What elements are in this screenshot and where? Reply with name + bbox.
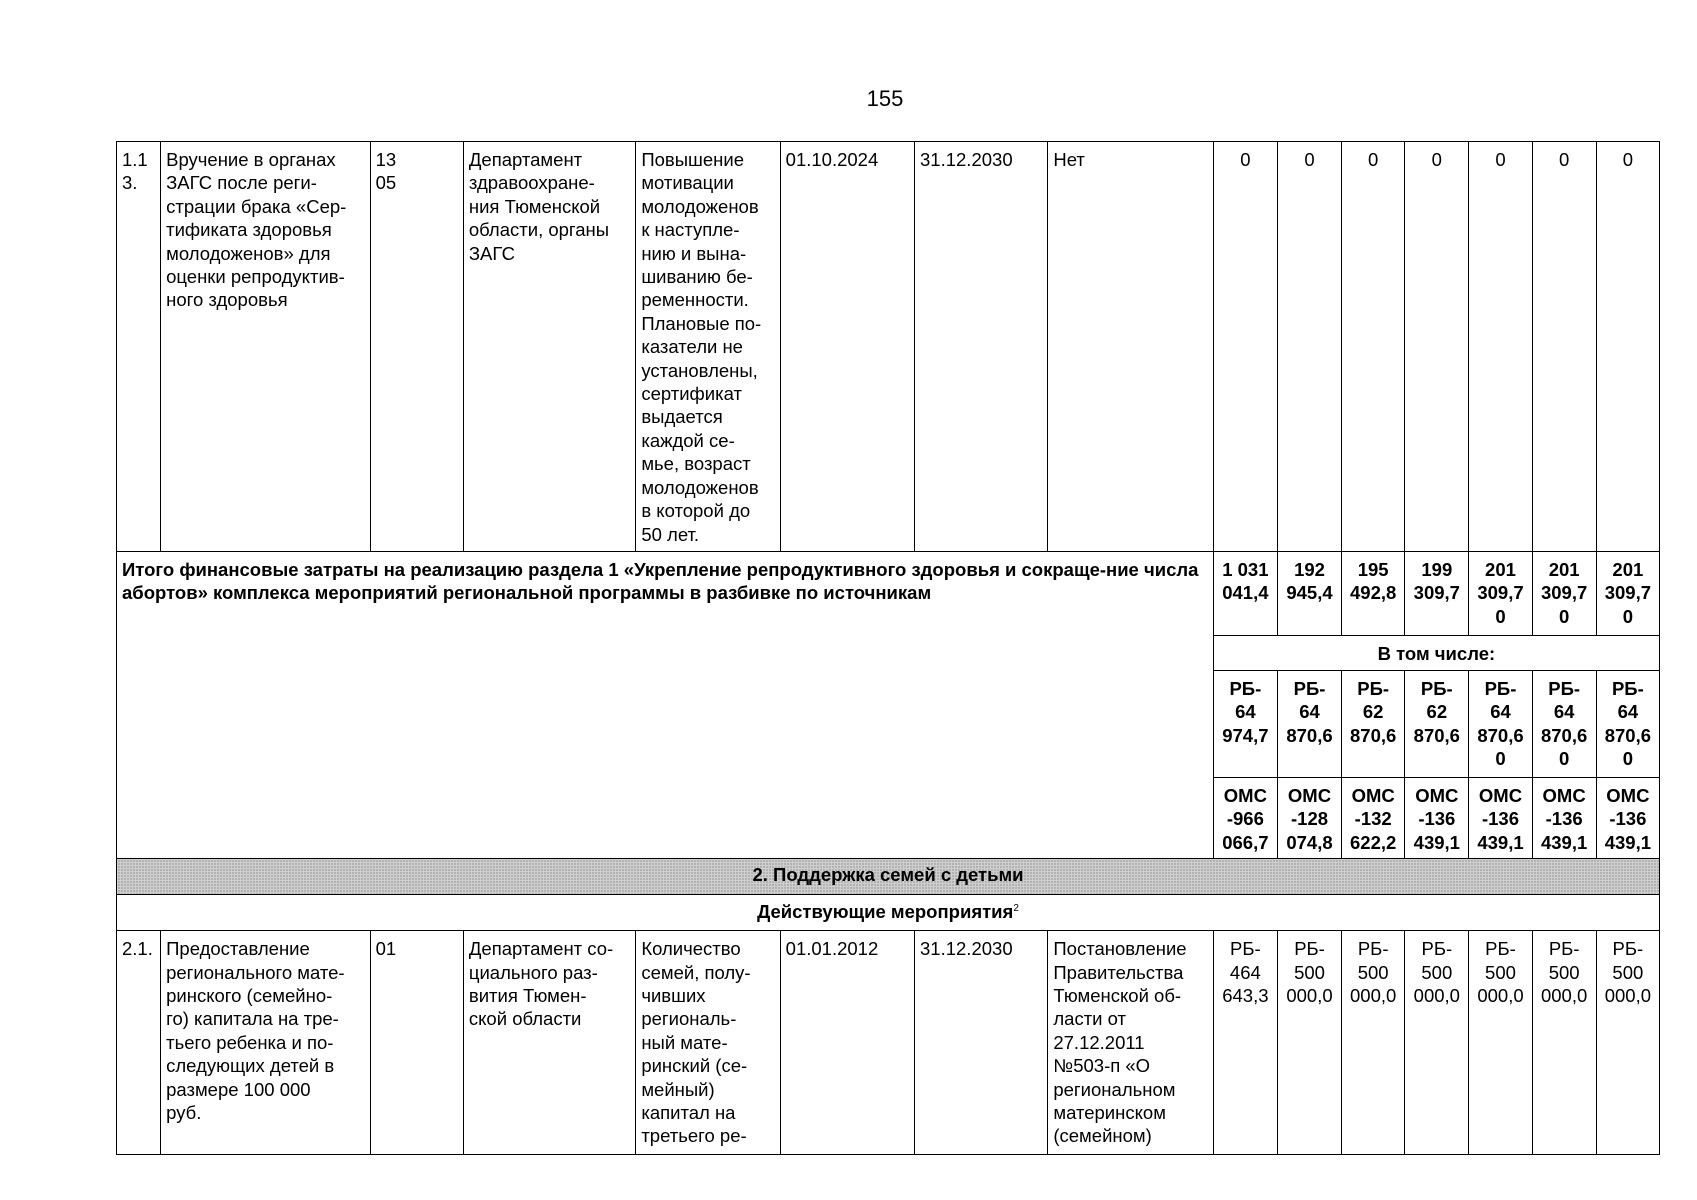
line: ЗАГС	[468, 242, 515, 264]
line: капитал на	[641, 1102, 736, 1124]
line: го) капитала на тре-	[166, 1008, 339, 1030]
value-cell	[1596, 931, 1659, 1155]
line: -136	[1545, 808, 1583, 830]
row-number-line-1: 1.1	[122, 149, 148, 170]
total-value-cell	[1596, 552, 1659, 636]
line: 64	[1617, 701, 1639, 723]
result-cell	[636, 142, 780, 552]
line: 066,7	[1222, 831, 1269, 853]
row-number-cell	[117, 142, 161, 552]
measure-name-cell	[161, 931, 371, 1155]
line: 945,4	[1286, 582, 1333, 604]
row-number-line-2: 3.	[122, 172, 138, 194]
rb-value-cell	[1405, 671, 1469, 778]
line: 62	[1362, 701, 1384, 723]
line: Департамент	[468, 149, 583, 170]
line: 500	[1357, 961, 1389, 983]
line: 870,6	[1286, 724, 1333, 746]
line: РБ-	[1548, 678, 1581, 699]
oms-value-cell	[1342, 778, 1405, 859]
line: Вручение в органах	[166, 149, 336, 170]
line: молодоженов	[641, 195, 759, 217]
line: мейный)	[641, 1078, 715, 1100]
line: 0	[1558, 605, 1570, 627]
line: 870,6	[1540, 724, 1588, 746]
measure-name-cell	[161, 142, 371, 552]
line: ременности.	[641, 289, 749, 311]
line: казатели не	[641, 336, 743, 358]
legal-act-cell: Нет	[1048, 142, 1213, 552]
line: Количество	[641, 938, 741, 960]
line: ного здоровья	[166, 289, 288, 311]
line: ОМС	[1606, 785, 1650, 806]
total-row	[117, 552, 1660, 636]
value-cell: 0	[1213, 142, 1277, 552]
line: 870,6	[1477, 724, 1524, 746]
line: 309,7	[1477, 582, 1524, 604]
line: 492,8	[1350, 582, 1397, 604]
oms-value-cell	[1596, 778, 1659, 859]
line: чивших	[641, 985, 706, 1007]
line: 201	[1548, 559, 1580, 580]
page-number: 155	[866, 86, 904, 111]
line: 000,0	[1477, 985, 1524, 1007]
line: Предоставление	[166, 938, 310, 960]
line: №503-п «О	[1053, 1055, 1151, 1077]
line: регионального мате-	[166, 961, 345, 983]
line: вития Тюмен-	[468, 985, 587, 1007]
line: 500	[1548, 961, 1580, 983]
value-cell	[1277, 931, 1341, 1155]
line: 870,6	[1604, 724, 1651, 746]
line: 439,1	[1413, 831, 1460, 853]
rb-value-cell	[1596, 671, 1659, 778]
line: 000,0	[1604, 985, 1651, 1007]
line: 64	[1299, 701, 1320, 723]
rb-value-cell	[1532, 671, 1596, 778]
line: Повышение	[641, 149, 744, 170]
line: 0	[1495, 748, 1506, 770]
line: 870,6	[1350, 724, 1397, 746]
executor-cell	[463, 142, 635, 552]
line: 0	[1622, 748, 1633, 770]
legal-act-cell	[1048, 931, 1213, 1155]
line: материнском	[1053, 1102, 1166, 1124]
value-cell: 0	[1469, 142, 1532, 552]
line: ской области	[468, 1008, 582, 1030]
line: молодоженов	[641, 476, 759, 498]
start-date-cell: 01.10.2024	[780, 142, 914, 552]
line: РБ-	[1357, 938, 1389, 960]
line: мье, возраст	[641, 453, 751, 475]
oms-value-cell	[1405, 778, 1469, 859]
rb-value-cell	[1213, 671, 1277, 778]
line: Плановые по-	[641, 312, 762, 334]
line: ный мате-	[641, 1031, 728, 1053]
result-cell	[636, 931, 780, 1155]
line: оценки репродуктив-	[166, 266, 345, 288]
rb-value-cell	[1277, 671, 1341, 778]
program-table	[116, 141, 1660, 1155]
line: ЗАГС после реги-	[166, 172, 317, 194]
oms-value-cell	[1532, 778, 1596, 859]
line: третьего ре-	[641, 1125, 747, 1147]
line: ринский (се-	[641, 1055, 748, 1077]
line: шиванию бе-	[641, 266, 753, 288]
section-title: 2. Поддержка семей с детьми	[117, 859, 1660, 895]
line: в которой до	[641, 500, 751, 522]
oms-value-cell	[1469, 778, 1532, 859]
line: РБ-	[1421, 938, 1453, 960]
line: 201	[1485, 559, 1516, 580]
line: РБ-	[1229, 678, 1262, 699]
line: 309,7	[1413, 582, 1460, 604]
line: Правительства	[1053, 961, 1184, 983]
line: РБ-	[1484, 678, 1517, 699]
including-label: В том числе:	[1213, 636, 1659, 671]
line: 50 лет.	[641, 523, 700, 545]
line: ОМС	[1542, 785, 1586, 806]
line: 870,6	[1413, 724, 1460, 746]
line: тификата здоровья	[166, 219, 332, 241]
end-date-cell: 31.12.2030	[915, 931, 1048, 1155]
line: 1 031	[1222, 559, 1269, 580]
line: 64	[1490, 701, 1511, 723]
line: 199	[1421, 559, 1453, 580]
line: руб.	[166, 1102, 202, 1124]
line: 500	[1421, 961, 1453, 983]
line: региональном	[1053, 1078, 1176, 1100]
line: ринского (семейно-	[166, 985, 333, 1007]
line: РБ-	[1294, 938, 1325, 960]
line: 974,7	[1222, 724, 1269, 746]
line: 05	[375, 172, 397, 194]
subsection-title	[117, 895, 1660, 931]
end-date-cell: 31.12.2030	[915, 142, 1048, 552]
line: 000,0	[1286, 985, 1333, 1007]
value-cell: 0	[1596, 142, 1659, 552]
line: 13	[375, 149, 397, 170]
line: -128	[1291, 808, 1329, 830]
line: страции брака «Сер-	[166, 195, 347, 217]
line: 500	[1612, 961, 1644, 983]
rb-value-cell	[1342, 671, 1405, 778]
row-number-cell: 2.1.	[117, 931, 161, 1155]
line: 643,3	[1222, 985, 1269, 1007]
total-label: Итого финансовые затраты на реализацию раздела 1 «Укрепление репродуктивного здоровья и сокраще-ние числа абортов» комплекса мероприятий региональной программы в разбивке по источникам	[117, 552, 1214, 859]
line: 041,4	[1222, 582, 1269, 604]
line: 64	[1553, 701, 1575, 723]
line: 64	[1235, 701, 1256, 723]
value-cell: 0	[1532, 142, 1596, 552]
value-cell: 0	[1405, 142, 1469, 552]
subsection-header-row	[117, 895, 1660, 931]
line: 195	[1357, 559, 1389, 580]
line: региональ-	[641, 1008, 737, 1030]
value-cell	[1405, 931, 1469, 1155]
line: выдается	[641, 406, 723, 428]
line: РБ-	[1611, 678, 1644, 699]
line: -136	[1418, 808, 1456, 830]
line: ОМС	[1415, 785, 1459, 806]
table-row-1-13	[117, 142, 1660, 552]
line: циального раз-	[468, 961, 598, 983]
line: 464	[1229, 961, 1261, 983]
line: -132	[1354, 808, 1392, 830]
start-date-cell: 01.01.2012	[780, 931, 914, 1155]
total-value-cell	[1342, 552, 1405, 636]
line: размере 100 000	[166, 1078, 311, 1100]
section-header-row	[117, 859, 1660, 895]
value-cell	[1532, 931, 1596, 1155]
line: сертификат	[641, 383, 742, 405]
line: 622,2	[1350, 831, 1397, 853]
line: 500	[1294, 961, 1325, 983]
value-cell: 0	[1277, 142, 1341, 552]
line: -136	[1481, 808, 1519, 830]
line: Тюменской об-	[1053, 985, 1182, 1007]
line: ОМС	[1223, 785, 1267, 806]
executor-cell	[463, 931, 635, 1155]
line: 192	[1294, 559, 1325, 580]
oms-value-cell	[1213, 778, 1277, 859]
line: РБ-	[1612, 938, 1644, 960]
line: РБ-	[1357, 678, 1390, 699]
subsection-title-text: Действующие мероприятия	[757, 901, 1014, 923]
line: РБ-	[1230, 938, 1261, 960]
line: ОМС	[1287, 785, 1332, 806]
line: -136	[1609, 808, 1647, 830]
value-cell: 0	[1342, 142, 1405, 552]
total-value-cell	[1405, 552, 1469, 636]
line: нию и вына-	[641, 242, 747, 264]
line: ОМС	[1351, 785, 1395, 806]
line: 27.12.2011	[1053, 1031, 1145, 1053]
line: Постановление	[1053, 938, 1187, 960]
line: 500	[1485, 961, 1516, 983]
line: РБ-	[1293, 678, 1326, 699]
value-cell	[1213, 931, 1277, 1155]
total-value-cell	[1469, 552, 1532, 636]
code-cell: 01	[370, 931, 463, 1155]
line: 0	[1495, 605, 1506, 627]
line: 201	[1612, 559, 1644, 580]
line: ния Тюменской	[468, 195, 601, 217]
total-value-cell	[1213, 552, 1277, 636]
line: установлены,	[641, 359, 758, 381]
code-cell	[370, 142, 463, 552]
line: 62	[1426, 701, 1448, 723]
line: (семейном)	[1053, 1125, 1152, 1147]
line: РБ-	[1420, 678, 1453, 699]
line: 439,1	[1477, 831, 1524, 853]
line: области, органы	[468, 219, 610, 241]
line: 000,0	[1350, 985, 1397, 1007]
line: здравоохране-	[468, 172, 595, 194]
line: РБ-	[1548, 938, 1580, 960]
line: ласти от	[1053, 1008, 1126, 1030]
line: семей, полу-	[641, 961, 751, 983]
value-cell	[1469, 931, 1532, 1155]
line: 439,1	[1604, 831, 1651, 853]
line: 0	[1622, 605, 1633, 627]
line: 309,7	[1604, 582, 1651, 604]
line: Департамент со-	[468, 938, 614, 960]
oms-value-cell	[1277, 778, 1341, 859]
line: к наступле-	[641, 219, 740, 241]
footnote-marker: 2	[1013, 903, 1019, 915]
line: 074,8	[1286, 831, 1333, 853]
line: 000,0	[1413, 985, 1460, 1007]
line: 439,1	[1540, 831, 1588, 853]
line: РБ-	[1485, 938, 1516, 960]
line: ОМС	[1478, 785, 1523, 806]
line: следующих детей в	[166, 1055, 335, 1077]
total-value-cell	[1277, 552, 1341, 636]
line: мотивации	[641, 172, 734, 194]
total-value-cell	[1532, 552, 1596, 636]
line: 309,7	[1540, 582, 1588, 604]
line: каждой се-	[641, 429, 735, 451]
line: тьего ребенка и по-	[166, 1031, 334, 1053]
line: -966	[1226, 808, 1264, 830]
line: молодоженов» для	[166, 242, 331, 264]
value-cell	[1342, 931, 1405, 1155]
line: 0	[1558, 748, 1570, 770]
rb-value-cell	[1469, 671, 1532, 778]
table-row-2-1	[117, 931, 1660, 1155]
line: 000,0	[1540, 985, 1588, 1007]
